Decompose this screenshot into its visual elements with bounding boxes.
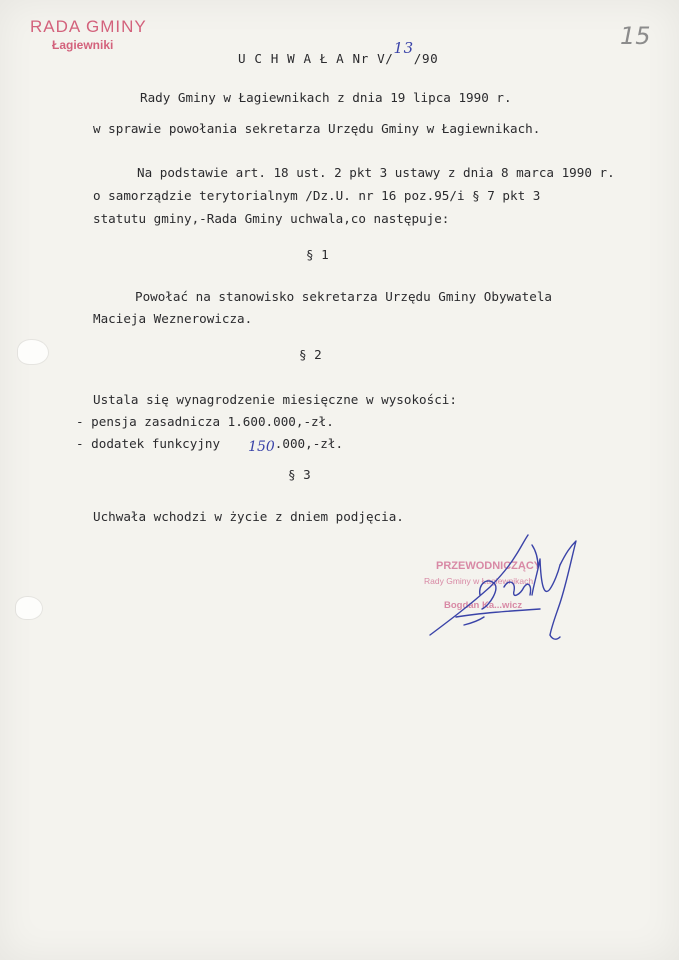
section1-line: Powołać na stanowisko sekretarza Urzędu Gminy Obywatela [135,289,553,304]
subject-line: w sprawie powołania sekretarza Urzędu Gminy w Łagiewnikach. [93,121,541,136]
bonus-handwritten-amount: 150 [248,439,275,455]
council-stamp-line1: RADA GMINY [30,17,147,36]
section3-heading: § 3 [288,467,311,482]
page-number: 15 [620,22,651,50]
section1-heading: § 1 [306,247,329,262]
preamble-line: Na podstawie art. 18 ust. 2 pkt 3 ustawy z dnia 8 marca 1990 r. [137,165,615,180]
preamble-line: o samorządzie terytorialnym /Dz.U. nr 16 poz.95/i § 7 pkt 3 [93,188,541,203]
resolution-title [238,39,439,67]
chairman-stamp-line1: PRZEWODNICZĄCY [436,560,542,572]
title-handwritten-number: 13 [393,39,414,57]
preamble-line: statutu gminy,-Rada Gminy uchwala,co następuje: [93,211,450,226]
header-line: Rady Gminy w Łagiewnikach z dnia 19 lipca 1990 r. [140,90,512,105]
bonus-item [76,436,344,455]
title-suffix: /90 [413,51,439,66]
bonus-item-suffix: .000,-zł. [274,436,344,451]
bonus-item-label: - dodatek funkcyjny [76,436,221,451]
section2-heading: § 2 [299,347,322,362]
title-prefix: U C H W A Ł A Nr V/ [238,51,394,66]
chairman-stamp-line3: Bogdan Ka...wicz [444,600,523,611]
punch-hole-top [18,340,48,364]
salary-item: - pensja zasadnicza 1.600.000,-zł. [76,414,334,429]
chairman-stamp-line2: Rady Gminy w Łagiewnikach [424,576,534,586]
section1-line: Macieja Weznerowicza. [93,311,253,326]
council-stamp-line2: Łagiewniki [52,38,114,52]
section2-intro: Ustala się wynagrodzenie miesięczne w wysokości: [93,392,457,407]
punch-hole-bottom [16,597,42,619]
section3-text: Uchwała wchodzi w życie z dniem podjęcia. [93,509,404,524]
signature-scribble [420,525,590,655]
